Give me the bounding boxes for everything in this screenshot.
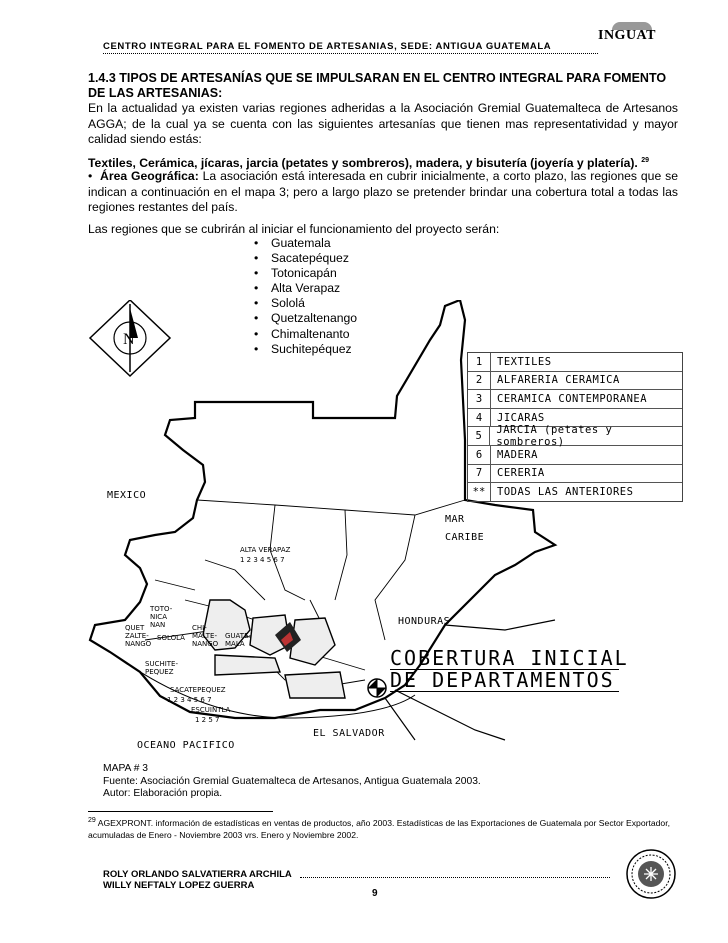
- label-guate: GUATE-: [225, 632, 252, 640]
- caption-line-3: Autor: Elaboración propia.: [103, 788, 223, 799]
- list-item: • Sololá: [254, 296, 357, 311]
- list-item: • Suchitepéquez: [254, 342, 357, 357]
- caption-line-1: MAPA # 3: [103, 763, 149, 774]
- label-suchite: SUCHITE-: [145, 660, 179, 668]
- intro-paragraph: En la actualidad ya existen varias regiones adheridas a la Asociación Gremial Guatemalteca de Artesanos AGGA; de la cual ya se cuenta con las siguientes artesanías que tienen mas representatividad y mayor calidad siendo estás:: [88, 101, 678, 146]
- footnote-num: 29: [88, 817, 96, 824]
- legend-label: MADERA: [497, 448, 538, 461]
- label-caribe: CARIBE: [445, 532, 485, 543]
- label-escuintla-codes: 1 2 5 7: [195, 716, 220, 724]
- label-nica: NICA: [150, 613, 167, 621]
- label-alta-verapaz: ALTA VERAPAZ: [240, 546, 291, 554]
- list-item: • Sacatepéquez: [254, 251, 357, 266]
- label-chi: CHI-: [192, 624, 207, 632]
- running-header: CENTRO INTEGRAL PARA EL FOMENTO DE ARTESANIAS, SEDE: ANTIGUA GUATEMALA: [103, 41, 552, 52]
- map-legend: [467, 352, 683, 502]
- label-zalte: ZALTE-: [125, 632, 149, 640]
- label-mexico: MEXICO: [107, 490, 147, 501]
- coverage-title: [390, 648, 629, 692]
- legend-label: CERAMICA CONTEMPORANEA: [497, 392, 648, 405]
- university-seal-icon: [626, 849, 676, 899]
- legend-num: 1: [468, 353, 491, 371]
- caption-line-2: Fuente: Asociación Gremial Guatemalteca de Artesanos, Antigua Guatemala 2003.: [103, 775, 481, 787]
- list-item: • Quetzaltenango: [254, 311, 357, 326]
- inguat-logo: [598, 22, 660, 54]
- legend-label: ALFARERIA CERAMICA: [497, 374, 620, 387]
- highlight-region: [203, 600, 345, 698]
- label-nan: NAN: [150, 621, 166, 629]
- legend-label: JARCIA (petates y sombreros): [496, 424, 613, 449]
- authors: [103, 870, 292, 891]
- author-2: WILLY NEFTALY LOPEZ GUERRA: [103, 879, 255, 891]
- legend-label: JICARAS: [497, 411, 545, 424]
- footer-rule: [300, 877, 610, 878]
- label-mar: MAR: [445, 514, 465, 525]
- regions-intro: Las regiones que se cubrirán al iniciar el funcionamiento del proyecto serán:: [88, 222, 500, 236]
- label-alta-verapaz-codes: 1 2 3 4 5 6 7: [240, 556, 285, 564]
- section-title: 1.4.3 TIPOS DE ARTESANÍAS QUE SE IMPULSARAN EN EL CENTRO INTEGRAL PARA FOMENTO DE LAS ARTESANIAS:: [88, 71, 667, 100]
- legend-row: [468, 465, 682, 484]
- label-sacatepequez: SACATEPEQUEZ: [170, 686, 226, 694]
- legend-label: CERERIA: [497, 467, 545, 480]
- label-pequez: PEQUEZ: [145, 668, 174, 676]
- logo-text: INGUAT: [598, 28, 656, 43]
- legend-row: [468, 483, 682, 501]
- list-item: • Totonicapán: [254, 266, 357, 281]
- label-solola: SOLOLA: [157, 634, 185, 642]
- label-toto: TOTO-: [150, 605, 173, 613]
- label-honduras: HONDURAS: [398, 616, 451, 627]
- legend-num: 7: [468, 465, 491, 483]
- geo-paragraph: • Área Geográfica: La asociación está interesada en cubrir inicialmente, a corto plazo, las regiones que se indican a continuación en el mapa 3; pero a largo plazo se pretender brindar una cobertura total a todas las regiones restantes del país.: [88, 169, 678, 214]
- geo-text: La asociación está interesada en cubrir inicialmente, a corto plazo, las regiones que se indican a continuación en el mapa 3; pero a largo plazo se pretender brindar una cobertura total a todas las regiones restantes del país.: [88, 169, 678, 214]
- label-sacatepequez-codes: 1 2 3 4 5 6 7: [167, 696, 212, 704]
- footnote-rule: [88, 811, 273, 812]
- legend-num: 6: [468, 446, 491, 464]
- list-item: • Chimaltenanto: [254, 327, 357, 342]
- legend-num: 2: [468, 372, 491, 390]
- legend-label: TODAS LAS ANTERIORES: [497, 485, 634, 498]
- legend-row: [468, 446, 682, 465]
- label-malte: MALTE-: [192, 632, 217, 640]
- crafts-text: Textiles, Cerámica, jícaras, jarcia (petates y sombreros), madera, y bisutería (joyería y platería).: [88, 156, 638, 171]
- label-oceano: OCEANO PACIFICO: [137, 740, 235, 751]
- coverage-line-2: DE DEPARTAMENTOS: [390, 669, 619, 692]
- legend-num: **: [468, 483, 491, 501]
- list-item: • Guatemala: [254, 236, 357, 251]
- svg-text:N: N: [123, 331, 135, 348]
- list-item: • Alta Verapaz: [254, 281, 357, 296]
- label-el-salvador: EL SALVADOR: [313, 728, 385, 739]
- coverage-line-1: COBERTURA INICIAL: [390, 646, 629, 670]
- geo-label: Área Geográfica:: [100, 169, 199, 183]
- label-nango: NANGO: [125, 640, 152, 648]
- page-number: 9: [372, 888, 378, 899]
- label-quet: QUET: [125, 624, 145, 632]
- header-rule: [103, 53, 598, 54]
- legend-row: [468, 424, 682, 449]
- label-escuintla: ESCUINTLA: [191, 706, 231, 714]
- legend-row: [468, 372, 682, 391]
- label-nango2: NANGO: [192, 640, 219, 648]
- legend-num: 4: [468, 409, 491, 427]
- map-caption: [103, 763, 481, 801]
- compass-icon: [368, 679, 386, 697]
- footnote-ref: 29: [641, 157, 650, 164]
- legend-row: [468, 390, 682, 409]
- legend-label: TEXTILES: [497, 355, 552, 368]
- legend-num: 5: [468, 427, 490, 445]
- author-1: ROLY ORLANDO SALVATIERRA ARCHILA: [103, 869, 292, 880]
- footnote: [88, 815, 678, 842]
- legend-row: [468, 353, 682, 372]
- legend-num: 3: [468, 390, 491, 408]
- footnote-text: AGEXPRONT. información de estadísticas en ventas de productos, año 2003. Estadísticas de las Exportaciones de Guatemala por Sector Exportador, acumuladas de Enero - Noviembre 2003 vrs. Enero y Noviembre 2002.: [88, 817, 670, 841]
- north-arrow-icon: [90, 300, 170, 376]
- label-mala: MALA: [225, 640, 245, 648]
